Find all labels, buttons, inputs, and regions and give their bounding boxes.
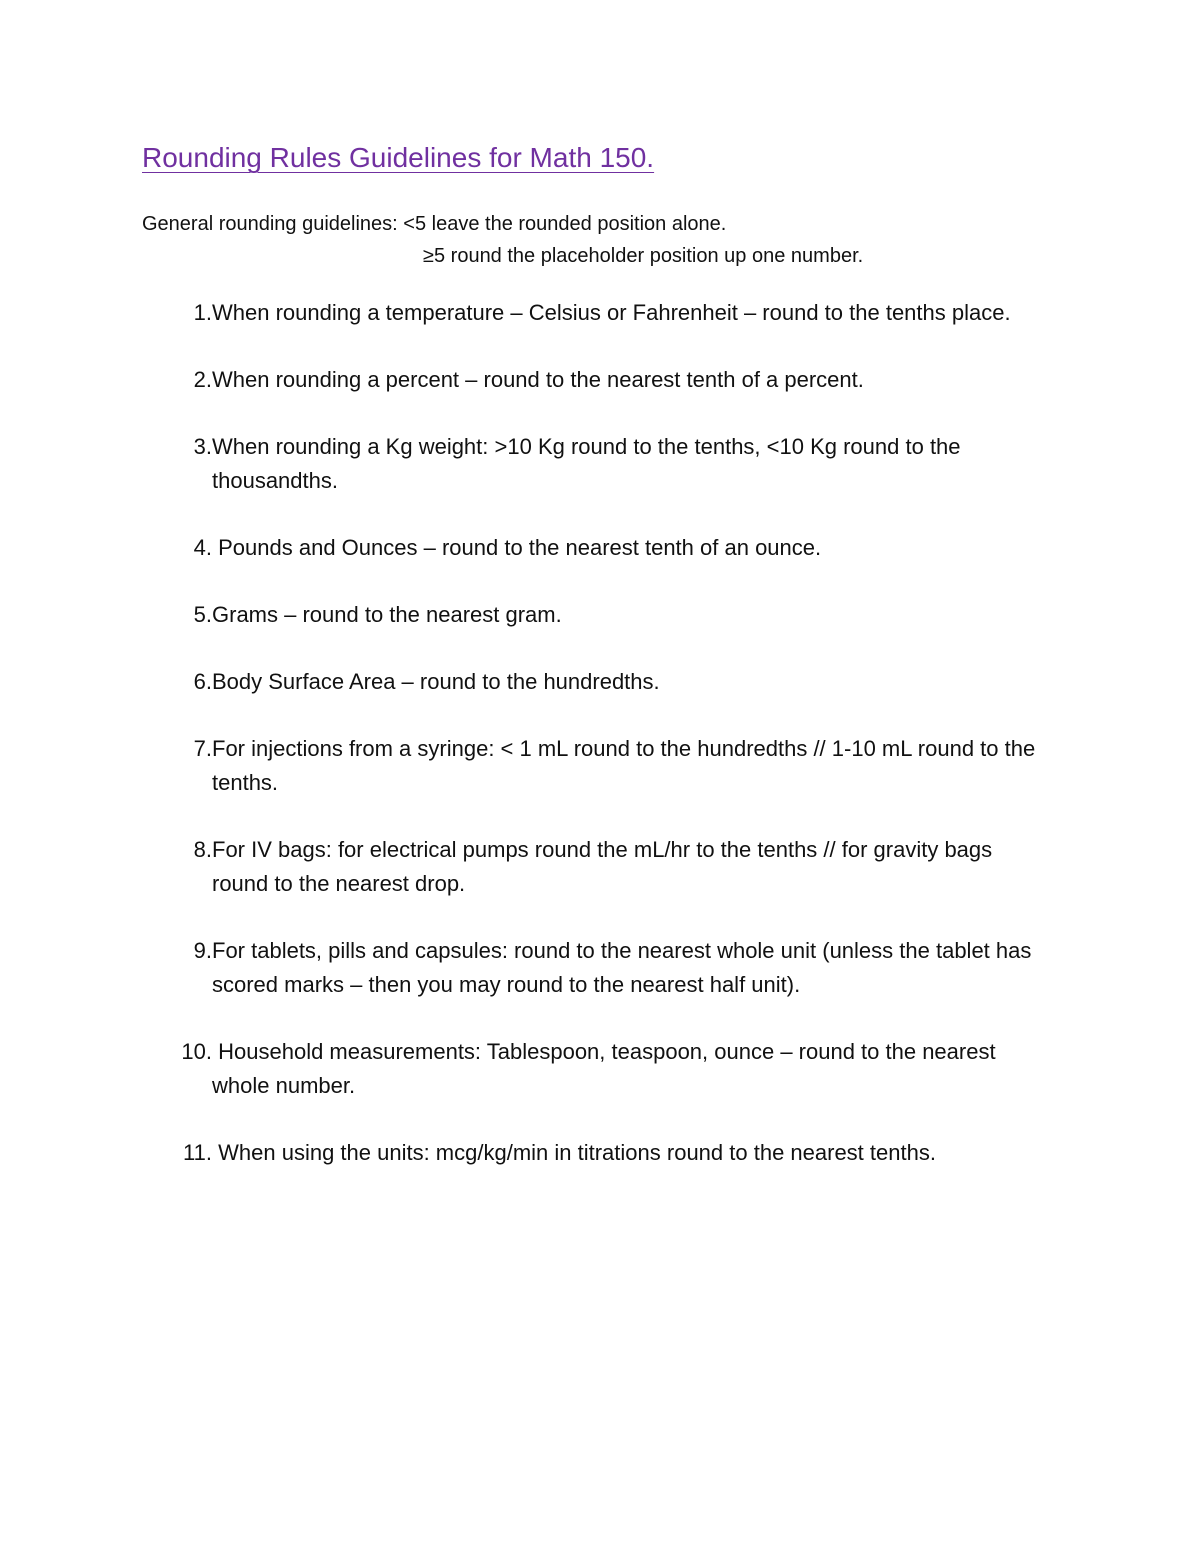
rule-number: 8. bbox=[193, 837, 212, 862]
rule-text: For tablets, pills and capsules: round to the nearest whole unit (unless the tablet has scored marks – then you may round to the nearest half unit). bbox=[212, 938, 1032, 997]
rule-number: 11. bbox=[183, 1140, 212, 1165]
rule-text: For IV bags: for electrical pumps round the mL/hr to the tenths // for gravity bags round to the nearest drop. bbox=[212, 837, 993, 896]
rule-text: Body Surface Area – round to the hundredths. bbox=[212, 669, 660, 694]
rule-number: 4. bbox=[193, 535, 212, 560]
rule-number: 5. bbox=[193, 602, 212, 627]
rule-text: Pounds and Ounces – round to the nearest tenth of an ounce. bbox=[212, 535, 822, 560]
list-item bbox=[142, 1035, 1052, 1103]
rule-text: When rounding a temperature – Celsius or Fahrenheit – round to the tenths place. bbox=[212, 300, 1011, 325]
rule-text: When rounding a Kg weight: >10 Kg round to the tenths, <10 Kg round to the thousandths. bbox=[212, 434, 961, 493]
list-item bbox=[142, 934, 1052, 1002]
list-item bbox=[142, 732, 1052, 800]
rule-number: 1. bbox=[193, 300, 212, 325]
rule-text: Grams – round to the nearest gram. bbox=[212, 602, 562, 627]
list-item bbox=[142, 665, 1052, 699]
list-item bbox=[142, 296, 1052, 330]
document-title: Rounding Rules Guidelines for Math 150. bbox=[142, 142, 655, 173]
list-item bbox=[142, 430, 1052, 498]
general-guidelines-line-1: General rounding guidelines: <5 leave the rounded position alone. bbox=[142, 213, 727, 235]
rounding-rules-list bbox=[142, 296, 1052, 1203]
list-item bbox=[142, 1136, 1052, 1170]
rule-text: When using the units: mcg/kg/min in titrations round to the nearest tenths. bbox=[212, 1140, 936, 1165]
rule-text: When rounding a percent – round to the nearest tenth of a percent. bbox=[212, 367, 864, 392]
list-item bbox=[142, 598, 1052, 632]
list-item bbox=[142, 531, 1052, 565]
general-guidelines-line-2: ≥5 round the placeholder position up one number. bbox=[423, 245, 864, 267]
rule-number: 7. bbox=[193, 736, 212, 761]
rule-number: 3. bbox=[193, 434, 212, 459]
rule-number: 10. bbox=[181, 1039, 212, 1064]
general-guidelines bbox=[142, 208, 863, 272]
list-item bbox=[142, 833, 1052, 901]
rule-text: For injections from a syringe: < 1 mL round to the hundredths // 1-10 mL round to the tenths. bbox=[212, 736, 1036, 795]
rule-number: 6. bbox=[193, 669, 212, 694]
rule-number: 9. bbox=[193, 938, 212, 963]
rule-number: 2. bbox=[193, 367, 212, 392]
rule-text: Household measurements: Tablespoon, teaspoon, ounce – round to the nearest whole number. bbox=[212, 1039, 1002, 1098]
list-item bbox=[142, 363, 1052, 397]
